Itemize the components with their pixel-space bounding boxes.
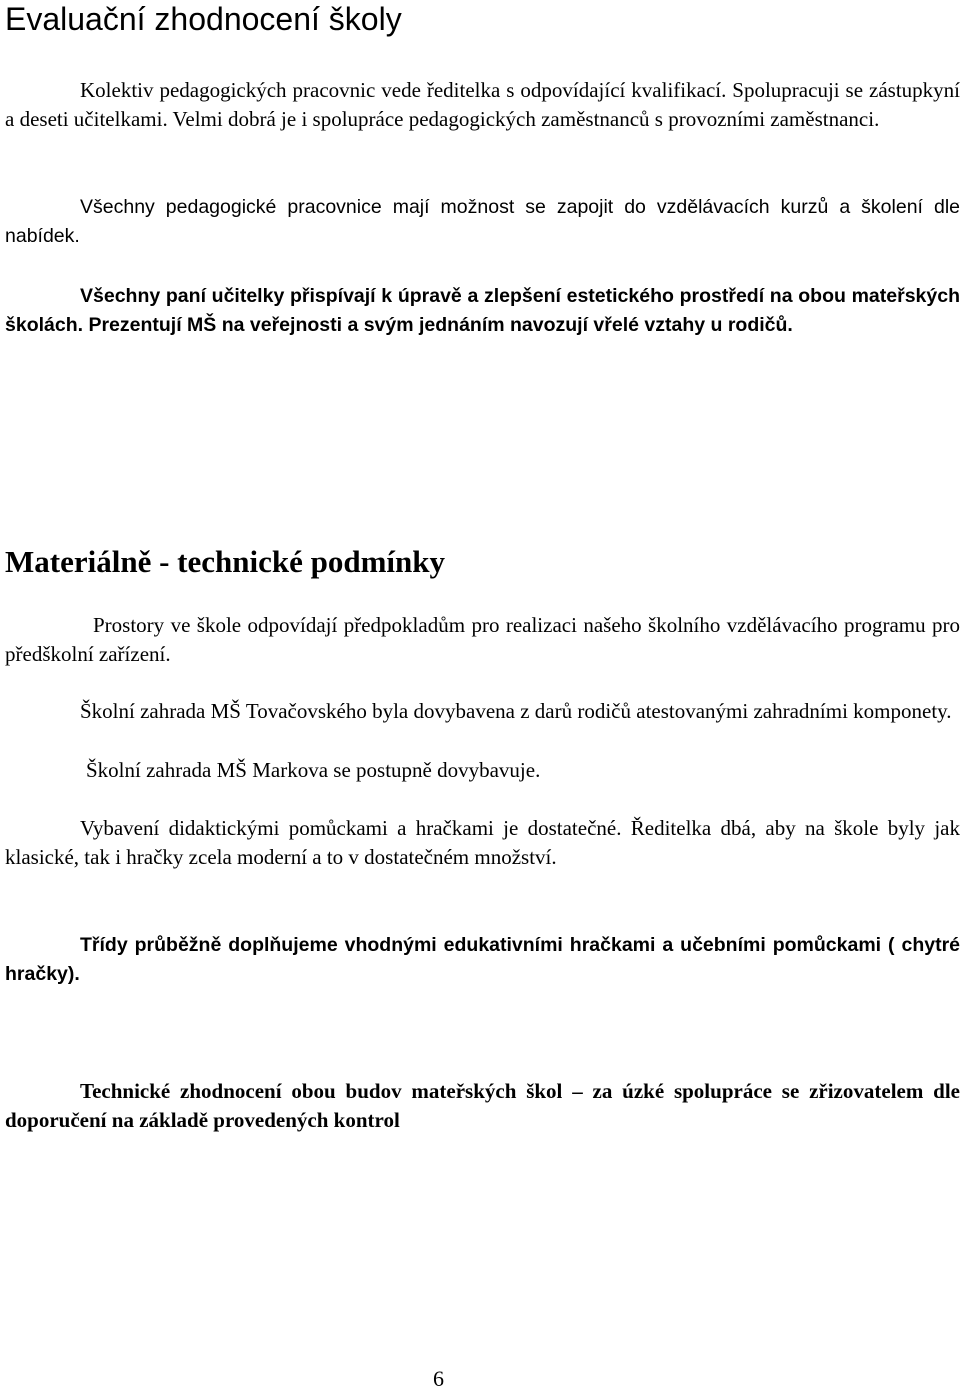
heading-material: Materiálně - technické podmínky [5, 544, 445, 579]
paragraph-classes: Třídy průběžně doplňujeme vhodnými edukativními hračkami a učebními pomůckami ( chytré hračky). [5, 934, 960, 985]
paragraph-staff: Kolektiv pedagogických pracovnic vede ředitelka s odpovídající kvalifikací. Spolupracuji se zástupkyní a deseti učitelkami. Velmi dobrá je i spolupráce pedagogických zaměstnanců s provozními zaměstnanci. [5, 78, 960, 131]
page-number: 6 [433, 1366, 444, 1391]
line-garden-markova: Školní zahrada MŠ Markova se postupně dovybavuje. [86, 758, 541, 782]
heading-evaluation: Evaluační zhodnocení školy [5, 1, 402, 37]
paragraph-equipment: Vybavení didaktickými pomůckami a hračkami je dostatečné. Ředitelka dbá, aby na škole byly jak klasické, tak i hračky zcela moderní a to v dostatečném množství. [5, 816, 960, 869]
paragraph-garden-tovacovskeho: Školní zahrada MŠ Tovačovského byla dovybavena z darů rodičů atestovanými zahradními komponety. [80, 699, 952, 723]
paragraph-training: Všechny pedagogické pracovnice mají možnost se zapojit do vzdělávacích kurzů a školení dle nabídek. [5, 196, 960, 247]
paragraph-teachers: Všechny paní učitelky přispívají k úpravě a zlepšení estetického prostředí na obou mateřských školách. Prezentují MŠ na veřejnosti a svým jednáním navozují vřelé vztahy u rodičů. [5, 285, 960, 336]
paragraph-premises: Prostory ve škole odpovídají předpokladům pro realizaci našeho školního vzdělávacího programu pro předškolní zařízení. [5, 613, 960, 666]
paragraph-technical: Technické zhodnocení obou budov mateřských škol – za úzké spolupráce se zřizovatelem dle doporučení na základě provedených kontrol [5, 1079, 960, 1132]
